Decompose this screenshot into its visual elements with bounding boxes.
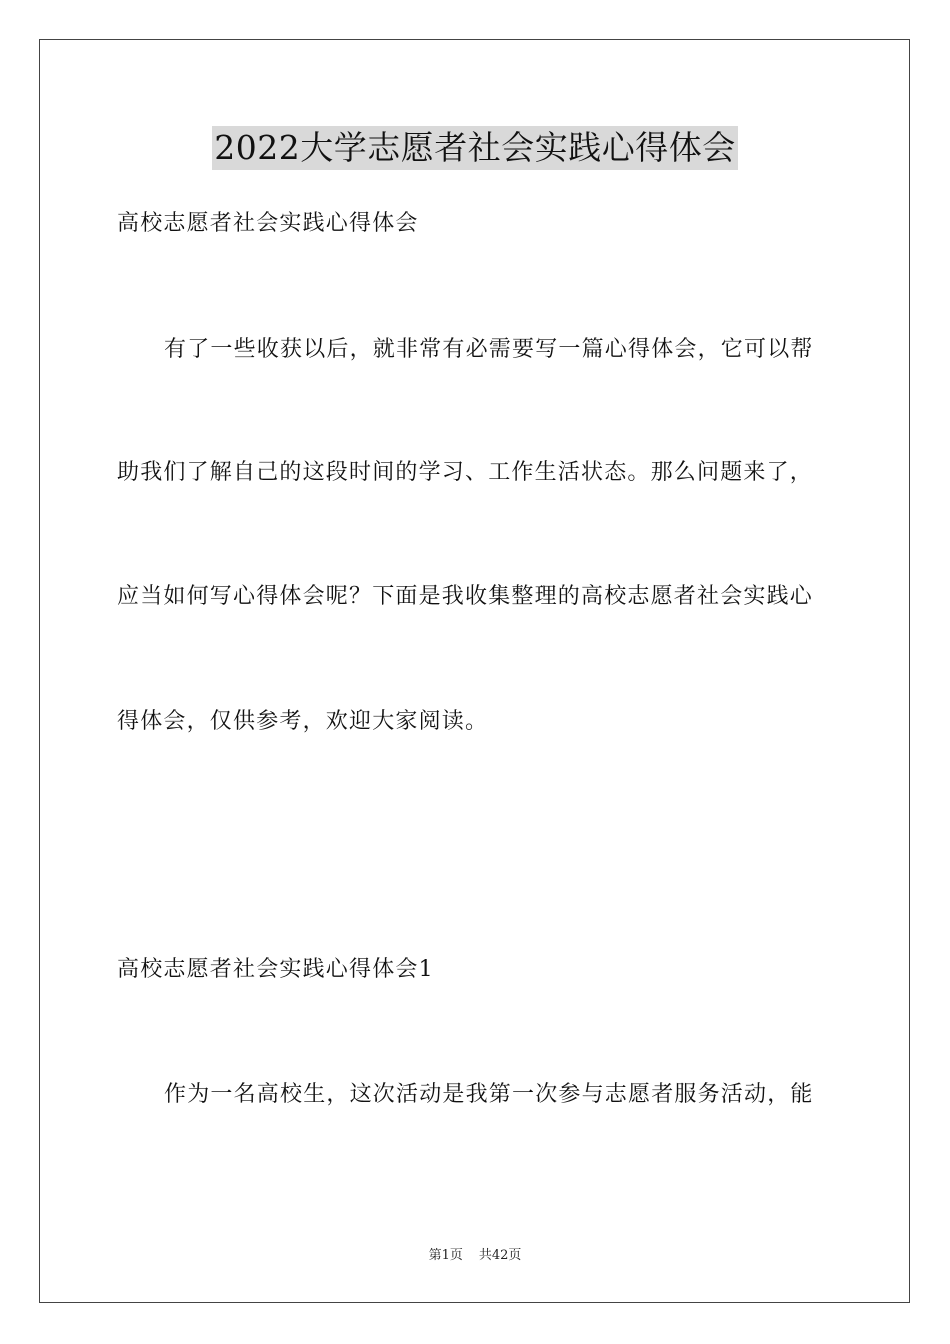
intro-line-2: 助我们了解自己的这段时间的学习、工作生活状态。那么问题来了， xyxy=(117,460,814,485)
document-title: 2022大学志愿者社会实践心得体会 xyxy=(212,126,737,170)
intro-line-1: 有了一些收获以后，就非常有必需要写一篇心得体会，它可以帮 xyxy=(164,337,814,362)
document-subtitle: 高校志愿者社会实践心得体会 xyxy=(117,211,419,236)
page-number: 第1页 xyxy=(428,1248,463,1263)
section-heading: 高校志愿者社会实践心得体会1 xyxy=(117,957,434,982)
section-line-1: 作为一名高校生，这次活动是我第一次参与志愿者服务活动，能 xyxy=(164,1082,814,1107)
page-total: 共42页 xyxy=(478,1248,522,1263)
page-footer xyxy=(0,1247,950,1265)
document-title-container xyxy=(0,126,950,170)
intro-line-4: 得体会，仅供参考，欢迎大家阅读。 xyxy=(117,709,489,734)
intro-line-3: 应当如何写心得体会呢？下面是我收集整理的高校志愿者社会实践心 xyxy=(117,584,814,609)
